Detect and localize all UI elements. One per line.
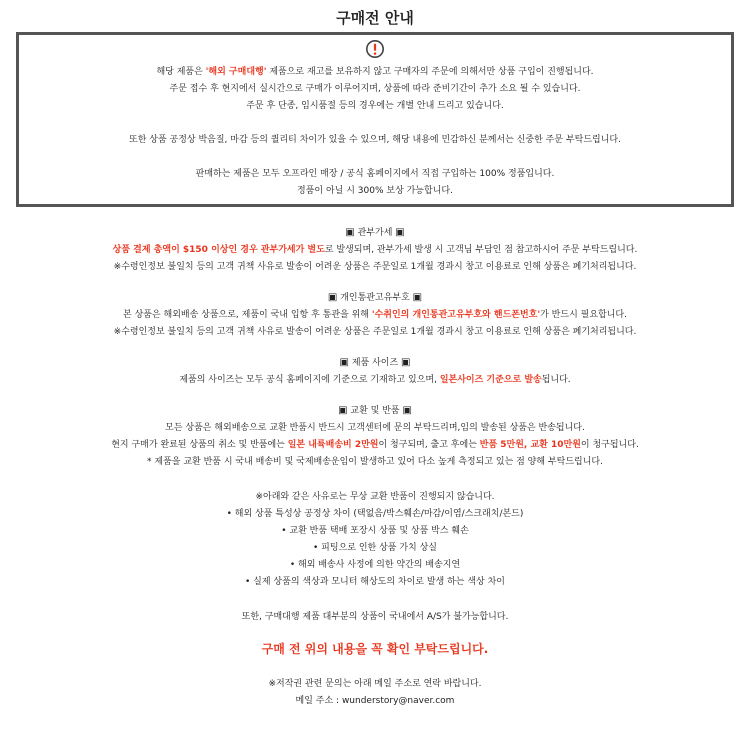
notice-highlight: '해외 구매대행' bbox=[205, 67, 267, 77]
customs-code-section bbox=[0, 289, 750, 341]
size-text: 됩니다. bbox=[541, 375, 571, 385]
section-header bbox=[0, 289, 750, 307]
notice-line-4: 또한 상품 공정상 박음질, 마감 등의 퀄리티 차이가 있을 수 있으며, 해당 내용에 민감하신 분께서는 신중한 주문 부탁드립니다. bbox=[129, 135, 621, 145]
as-note bbox=[0, 609, 750, 626]
customs-code-line-2: ※수령인정보 불일치 등의 고객 귀책 사유로 발송이 어려운 상품은 주문일로 1개월 경과시 창고 이용료로 인해 상품은 폐기처리됩니다. bbox=[113, 327, 637, 337]
no-exchange-intro: ※아래와 같은 사유로는 무상 교환 반품이 진행되지 않습니다. bbox=[255, 492, 495, 502]
square-bullet-icon: ▣ bbox=[327, 292, 338, 303]
exchange-highlight: 반품 5만원, 교환 10만원 bbox=[479, 440, 581, 450]
customs-code-line-1 bbox=[0, 307, 750, 324]
exchange-highlight: 일본 내륙배송비 2만원 bbox=[287, 440, 379, 450]
copyright-line-1: ※저작권 관련 문의는 아래 메일 주소로 연락 바랍니다. bbox=[268, 679, 482, 689]
exchange-text: 이 청구됩니다. bbox=[580, 440, 639, 450]
no-exchange-section bbox=[0, 489, 750, 591]
notice-line-5: 판매하는 제품은 모두 오프라인 매장 / 공식 홈페이지에서 직접 구입하는 100% 정품입니다. bbox=[195, 169, 555, 179]
page-title: 구매전 안내 bbox=[336, 9, 414, 27]
exchange-line-2 bbox=[0, 437, 750, 454]
section-header-label: 제품 사이즈 bbox=[351, 358, 399, 368]
exchange-text: 이 청구되며, 출고 후에는 bbox=[378, 440, 480, 450]
exchange-line-1: 모든 상품은 해외배송으로 교환 반품시 반드시 고객센터에 문의 부탁드리며,임의 발송된 상품은 반송됩니다. bbox=[165, 423, 585, 433]
list-item: • 실제 상품의 색상과 모니터 해상도의 차이로 발생 하는 색상 차이 bbox=[245, 577, 505, 587]
final-note bbox=[0, 641, 750, 658]
square-bullet-icon: ▣ bbox=[338, 405, 348, 416]
notice-box bbox=[16, 32, 734, 207]
notice-line-2: 주문 접수 후 현지에서 실시간으로 구매가 이루어지며, 상품에 따라 준비기간이 추가 소요 될 수 있습니다. bbox=[169, 84, 581, 94]
customs-code-text: 가 반드시 필요합니다. bbox=[540, 310, 627, 320]
square-bullet-icon: ▣ bbox=[395, 227, 405, 238]
square-bullet-icon: ▣ bbox=[345, 227, 355, 238]
section-header-label: 교환 및 반품 bbox=[350, 406, 400, 416]
size-section bbox=[0, 354, 750, 389]
exclamation-circle-icon bbox=[365, 39, 385, 59]
customs-line-1 bbox=[0, 242, 750, 259]
size-highlight: 일본사이즈 기준으로 발송 bbox=[439, 375, 542, 385]
copyright-section bbox=[0, 676, 750, 710]
notice-line-1 bbox=[19, 64, 731, 81]
list-item: • 해외 배송사 사정에 의한 약간의 배송지연 bbox=[289, 560, 461, 570]
section-header bbox=[0, 402, 750, 420]
notice-line-3: 주문 후 단종, 임시품절 등의 경우에는 개별 안내 드리고 있습니다. bbox=[246, 101, 504, 111]
customs-line-2: ※수령인정보 불일치 등의 고객 귀책 사유로 발송이 어려운 상품은 주문일로 1개월 경과시 창고 이용료로 인해 상품은 폐기처리됩니다. bbox=[113, 262, 637, 272]
customs-code-highlight: '수취인의 개인통관고유부호와 핸드폰번호' bbox=[371, 310, 541, 320]
notice-text: 해당 제품은 bbox=[156, 67, 206, 77]
customs-highlight: 상품 결제 총액이 $150 이상인 경우 관부가세가 별도 bbox=[112, 245, 325, 255]
list-item: • 피팅으로 인한 상품 가치 상실 bbox=[313, 543, 437, 553]
contact-email: 메일 주소 : wunderstory@naver.com bbox=[295, 696, 455, 706]
square-bullet-icon: ▣ bbox=[339, 357, 349, 368]
size-line-1 bbox=[0, 372, 750, 389]
as-note-text: 또한, 구매대행 제품 대부분의 상품이 국내에서 A/S가 불가능합니다. bbox=[241, 612, 509, 622]
notice-line-6: 정품이 아닐 시 300% 보상 가능합니다. bbox=[297, 186, 453, 196]
square-bullet-icon: ▣ bbox=[401, 357, 411, 368]
list-item: • 해외 상품 특성상 공정상 차이 (택없음/박스훼손/마감/이염/스크래치/본드) bbox=[226, 509, 524, 519]
square-bullet-icon: ▣ bbox=[412, 292, 423, 303]
list-item: • 교환 반품 택배 포장시 상품 및 상품 박스 훼손 bbox=[281, 526, 469, 536]
square-bullet-icon: ▣ bbox=[402, 405, 412, 416]
final-note-text: 구매 전 위의 내용을 꼭 확인 부탁드립니다. bbox=[261, 642, 489, 656]
exchange-line-3: * 제품을 교환 반품 시 국내 배송비 및 국제배송운임이 발생하고 있어 다소 높게 측정되고 있는 점 양해 부탁드립니다. bbox=[147, 457, 603, 467]
section-header-label: 개인통관고유부호 bbox=[340, 293, 410, 303]
exchange-text: 현지 구매가 완료된 상품의 취소 및 반품에는 bbox=[111, 440, 288, 450]
section-header-label: 관부가세 bbox=[357, 228, 393, 238]
customs-code-text: 본 상품은 해외배송 상품으로, 제품이 국내 입항 후 통관을 위해 bbox=[123, 310, 372, 320]
size-text: 제품의 사이즈는 모두 공식 홈페이지에 기준으로 기재하고 있으며, bbox=[179, 375, 440, 385]
exchange-section bbox=[0, 402, 750, 471]
section-header bbox=[0, 354, 750, 372]
customs-text: 로 발생되며, 관부가세 발생 시 고객님 부담인 점 참고하시어 주문 부탁드립니다. bbox=[324, 245, 638, 255]
section-header bbox=[0, 224, 750, 242]
customs-section bbox=[0, 224, 750, 276]
notice-text: 제품으로 재고를 보유하지 않고 구매자의 주문에 의해서만 상품 구입이 진행됩니다. bbox=[266, 67, 594, 77]
